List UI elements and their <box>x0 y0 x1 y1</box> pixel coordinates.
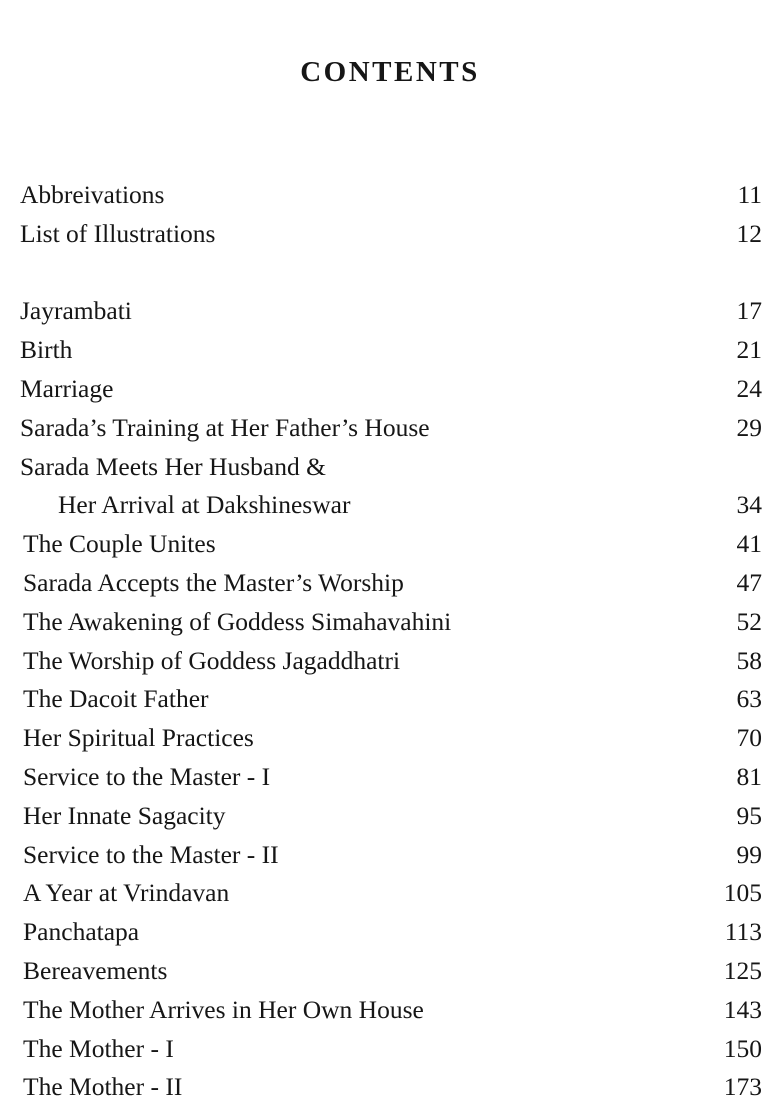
toc-entry-title: Sarada Meets Her Husband & <box>20 451 326 481</box>
toc-entry-title: A Year at Vrindavan <box>23 878 230 908</box>
toc-entry <box>20 797 762 836</box>
toc-entry <box>20 642 762 681</box>
toc-entry-page: 173 <box>723 1072 762 1102</box>
toc-entry-page: 41 <box>736 529 762 559</box>
toc-entry-page: 70 <box>736 723 762 753</box>
toc-entry-title: Sarada Accepts the Master’s Worship <box>23 567 404 597</box>
toc-entry-page: 143 <box>723 994 762 1024</box>
toc-entry <box>20 486 762 525</box>
toc-entry <box>20 564 762 603</box>
toc-entry-title: Her Spiritual Practices <box>23 723 254 753</box>
toc-entry <box>20 603 762 642</box>
toc-entry-title: Service to the Master - II <box>23 839 279 869</box>
toc-entry <box>20 1068 762 1107</box>
toc-entry-title: The Worship of Goddess Jagaddhatri <box>23 645 401 675</box>
toc-entry-page: 58 <box>736 645 762 675</box>
toc-entry-page: 81 <box>736 761 762 791</box>
toc-entry <box>20 409 762 448</box>
toc-entry <box>20 874 762 913</box>
toc-entry-title: The Dacoit Father <box>23 684 209 714</box>
toc-entry-page: 47 <box>736 567 762 597</box>
toc-entry-title: The Mother Arrives in Her Own House <box>23 994 424 1024</box>
toc-entry <box>20 176 762 215</box>
toc-entry <box>20 215 762 254</box>
toc-entry-title: Bereavements <box>23 955 168 985</box>
toc-entry-page: 52 <box>736 606 762 636</box>
toc-entry-title: The Awakening of Goddess Simahavahini <box>23 606 452 636</box>
toc-entry-title: Her Innate Sagacity <box>23 800 226 830</box>
toc-entry-title: Jayrambati <box>20 296 132 326</box>
toc-entry <box>20 952 762 991</box>
toc-entry <box>20 680 762 719</box>
toc-entry-page: 11 <box>737 180 762 209</box>
toc-entry <box>20 758 762 797</box>
toc-entry-title: List of Illustrations <box>20 218 216 248</box>
toc-entry-title: The Mother - II <box>23 1072 183 1102</box>
toc-entry-page: 29 <box>736 412 762 442</box>
page-title: CONTENTS <box>300 56 480 88</box>
toc-entry-page: 34 <box>736 490 762 520</box>
toc-entry <box>20 525 762 564</box>
toc-entry <box>20 292 762 331</box>
toc-entry <box>20 836 762 875</box>
toc-entry-title: Panchatapa <box>23 917 140 947</box>
toc-entry <box>20 331 762 370</box>
toc-entry-title: Marriage <box>20 373 114 403</box>
section-spacer <box>20 254 762 293</box>
toc-entry-title: Her Arrival at Dakshineswar <box>58 490 351 520</box>
toc-entry-page: 21 <box>736 335 762 365</box>
toc-entry-title: Sarada’s Training at Her Father’s House <box>20 412 430 442</box>
toc-entry-title: The Mother - I <box>23 1033 174 1063</box>
toc-entry <box>20 1030 762 1069</box>
toc-entry-page: 113 <box>724 917 762 947</box>
toc-entry-page: 105 <box>723 878 762 908</box>
toc-entry-page: 17 <box>736 296 762 326</box>
toc-entry-page: 150 <box>723 1033 762 1063</box>
toc-entry-page: 95 <box>736 800 762 830</box>
toc-entry-page: 12 <box>736 218 762 248</box>
toc-entry-page: 125 <box>723 955 762 985</box>
toc-entry <box>20 370 762 409</box>
toc-entry <box>20 719 762 758</box>
toc-entry-page: 24 <box>736 373 762 403</box>
toc-entry-title: Abbreivations <box>20 180 165 209</box>
toc-entry <box>20 913 762 952</box>
toc-entry <box>20 448 762 487</box>
toc-entry-title: Service to the Master - I <box>23 761 271 791</box>
table-of-contents <box>20 176 762 1107</box>
toc-entry-title: Birth <box>20 335 73 365</box>
toc-entry-page: 99 <box>736 839 762 869</box>
toc-entry-title: The Couple Unites <box>23 529 216 559</box>
toc-entry-page: 63 <box>736 684 762 714</box>
toc-entry <box>20 991 762 1030</box>
